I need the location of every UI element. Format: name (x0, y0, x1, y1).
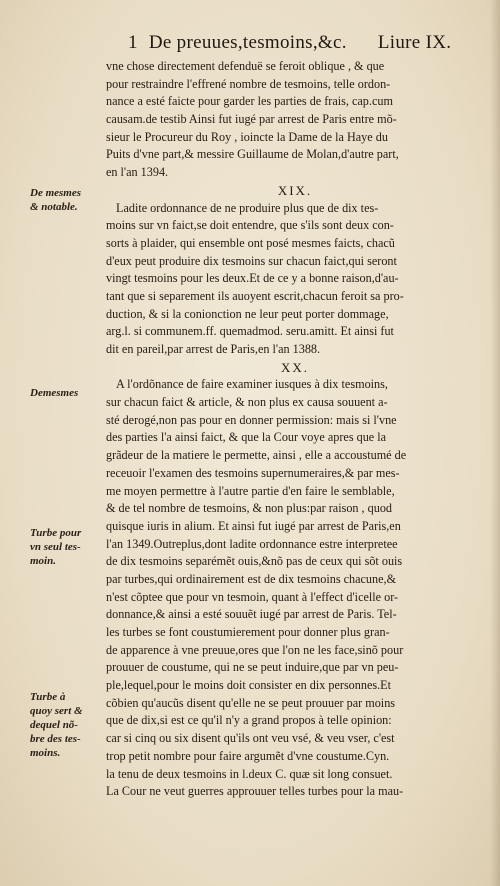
section-heading: XIX. (277, 182, 313, 198)
text-line: tant que si separement ils auoyent escrit,chacun feroit sa pro- (106, 288, 404, 303)
text-line: A l'ordõnance de faire examiner iusques à dix tesmoins, (116, 377, 388, 392)
text-line: grãdeur de la matiere le permette, ainsi , elle a accoustumé de (106, 448, 407, 463)
text-line: car si cinq ou six disent qu'ils ont veu vsé, & veu vser, c'est (106, 731, 395, 746)
page-edge-shadow (490, 0, 500, 886)
margin-note (30, 186, 104, 214)
text-line: pour restraindre l'effrené nombre de tesmoins, telle ordon- (106, 76, 391, 91)
text-line: Ladite ordonnance de ne produire plus que de dix tes- (116, 200, 379, 215)
text-line: vne chose directement defenduë se feroit oblique , & que (106, 59, 385, 73)
text-line: la tenu de deux tesmoins in l.deux C. quæ sit long consuet. (106, 766, 393, 781)
margin-note-line: moin. (30, 555, 56, 567)
text-line: duction, & si la conionction ne leur peut porter dommage, (106, 306, 389, 321)
text-line: en l'an 1394. (106, 165, 169, 180)
book-number: IX. (425, 32, 452, 53)
text-line: Puits d'vne part,& messire Guillaume de Molan,d'autre part, (106, 147, 399, 162)
margin-note-line: dequel nõ- (30, 719, 78, 731)
margin-note-line: Turbe à (30, 691, 66, 703)
text-line: sté derogé,non pas pour en donner permission: mais si l'vne (106, 412, 397, 427)
running-title: De preuues,tesmoins,&c. (148, 32, 347, 53)
text-line: prouuer de coustume, qui ne se peut induire,que par vn peu- (106, 660, 399, 675)
text-line: n'est cõptee que pour vn tesmoin, quant à l'effect d'icelle or- (106, 589, 399, 604)
text-line: donnance,& ainsi a esté souuẽt iugé par arrest de Paris. Tel- (106, 607, 397, 622)
text-line: me moyen permettre à l'autre partie d'en faire le semblable, (106, 483, 395, 498)
margin-note-line: moins. (30, 747, 61, 759)
margin-note-line: De mesmes (30, 187, 82, 199)
text-line: ple,lequel,pour le moins doit consister en dix personnes.Et (106, 678, 391, 693)
text-line: vingt tesmoins pour les deux.Et de ce y a bonne raison,d'au- (106, 271, 399, 286)
section-heading: XX. (280, 359, 310, 375)
margin-note-line: Demesmes (30, 387, 79, 399)
text-line: La Cour ne veut guerres approuuer telles turbes pour la mau- (106, 784, 404, 799)
text-line: que de dix,si est ce qu'il n'y a grand propos à telle opinion: (106, 713, 392, 728)
text-line: les turbes se font coustumierement pour donner plus gran- (106, 625, 390, 639)
text-line: sorts à plaider, qui ensemble ont posé mesmes faicts, chacũ (106, 235, 395, 250)
text-line: de apparence à vne preuue,ores que l'on ne les face,sinõ pour (106, 642, 404, 657)
text-line: nance a esté faicte pour garder les parties de frais, cap.cum (106, 94, 393, 109)
margin-note-line: quoy sert & (30, 705, 83, 717)
text-line: d'eux peut produire dix tesmoins sur chacun faict,qui seront (106, 253, 397, 268)
text-line: & de tel nombre de tesmoins, & non plus:par raison , quod (106, 501, 393, 516)
text-line: de dix tesmoins separémẽt ouis,&nõ pas de ceux qui sõt ouis (106, 554, 403, 569)
text-line: l'an 1349.Outreplus,dont ladite ordonnance estre interpretee (106, 536, 398, 551)
text-line: dit en pareil,par arrest de Paris,en l'an 1388. (106, 342, 321, 356)
text-line: arg.l. si communem.ff. quemadmod. seru.amitt. Et ainsi fut (106, 324, 394, 339)
text-line: des parties l'a ainsi faict, & que la Cour voye apres que la (106, 430, 387, 445)
margin-note (30, 386, 104, 400)
text-line: trop petit nombre pour faire argumẽt d'vne coustume.Cyn. (106, 748, 390, 763)
text-line: receuoir l'examen des tesmoins supernumeraires,& par mes- (106, 465, 400, 480)
text-line: causam.de testib Ainsi fut iugé par arrest de Paris entre mõ- (106, 112, 397, 127)
body-text (106, 58, 484, 801)
text-line: sur chacun faict & article, & non plus ex causa souuent a- (106, 395, 388, 410)
text-line: cõbien qu'aucũs disent qu'elle ne se peut prouuer par moins (106, 695, 396, 710)
margin-note (30, 690, 104, 760)
margin-note-line: & notable. (30, 201, 78, 213)
text-line: quisque iuris in alium. Et ainsi fut iugé par arrest de Paris,en (106, 518, 401, 533)
margin-note (30, 526, 104, 568)
page-number: 1 (128, 32, 138, 53)
margin-note-line: Turbe pour (30, 527, 82, 539)
text-line: par turbes,qui ordinairement est de dix tesmoins chacune,& (106, 571, 397, 586)
text-line: sieur le Procureur du Roy , ioincte la Dame de la Haye du (106, 129, 388, 144)
running-header (128, 32, 468, 54)
margin-note-line: bre des tes- (30, 733, 81, 745)
book-label: Liure (377, 32, 421, 53)
margin-note-line: vn seul tes- (30, 541, 81, 553)
text-line: moins sur vn faict,se doit entendre, que s'ils sont deux con- (106, 218, 394, 233)
